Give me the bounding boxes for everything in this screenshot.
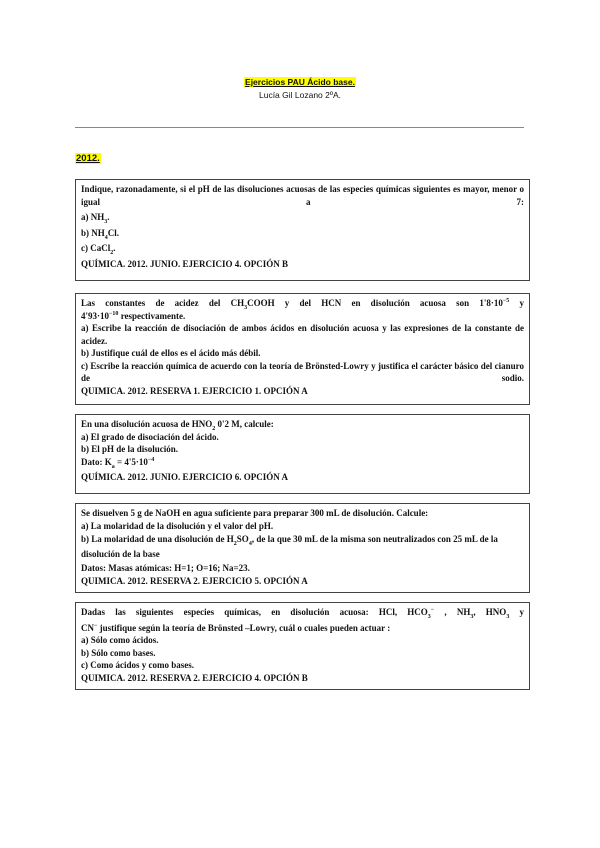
exercise-4-item-b: b) La molaridad de una disolución de $H_2SO_4$, de la que 30 mL de la misma son neutralizados con 25 mL de la disolución de la base (81, 534, 498, 559)
exercise-2-source: QUIMICA. 2012. RESERVA 1. EJERCICIO 1. OPCIÓN A (81, 385, 308, 396)
exercise-3-statement: En una disolución acuosa de $HNO_2$ 0'2 M, calcule: (81, 419, 274, 432)
exercise-2-item-a: a) Escribe la reacción de disociación de ambos ácidos en disolución acuosa y las expresiones de la constante de acidez. (81, 323, 524, 346)
exercise-5-item-b: b) Sólo como bases. (81, 647, 156, 658)
exercise-5-statement-line-1: Dadas las siguientes especies químicas, en disolución acuosa: HCl, $HCO_3^-$ , $NH_3$, $HNO_3$ y (81, 607, 525, 620)
exercise-2-item-b: b) Justifique cuál de ellos es el ácido más débil. (81, 348, 261, 358)
exercise-3-item-b: b) El pH de la disolución. (81, 444, 179, 454)
exercise-box-1 (75, 179, 530, 281)
exercise-5-source: QUIMICA. 2012. RESERVA 2. EJERCICIO 4. OPCIÓN B (81, 672, 308, 683)
exercise-2-item-c: c) Escribe la reacción química de acuerdo con la teoría de Brönsted-Lowry y justifica el carácter básico del cianuro de sodio. (81, 360, 524, 383)
exercise-4-data: Datos: Masas atómicas: H=1; O=16; Na=23. (81, 563, 250, 573)
exercise-3-source: QUÍMICA. 2012. JUNIO. EJERCICIO 6. OPCIÓN A (81, 472, 289, 482)
exercise-box-2 (75, 293, 530, 405)
exercise-1-source: QUÍMICA. 2012. JUNIO. EJERCICIO 4. OPCIÓN B (81, 258, 289, 269)
exercise-1-statement: Indique, razonadamente, si el pH de las disoluciones acuosas de las especies químicas siguientes es mayor, menor o igual a 7: (81, 184, 524, 207)
document-header (0, 76, 600, 102)
exercise-1-item-b: b) $NH_4Cl$. (81, 227, 120, 241)
document-author: Lucía Gil Lozano 2ºA. (258, 90, 342, 100)
exercise-4-item-a: a) La molaridad de la disolución y el valor del pH. (81, 520, 274, 531)
exercise-4-statement: Se disuelven 5 g de NaOH en agua suficiente para preparar 300 mL de disolución. Calcule: (81, 508, 429, 518)
exercise-box-3 (75, 414, 530, 494)
exercise-4-source: QUIMICA. 2012. RESERVA 2. EJERCICIO 5. OPCIÓN A (81, 575, 308, 586)
exercise-5-item-a: a) Sólo como ácidos. (81, 635, 159, 645)
exercise-2-statement-line-2: $4'93\cdot 10^{-10}$ respectivamente. (81, 310, 186, 321)
header-divider (75, 127, 524, 128)
exercise-box-4 (75, 503, 530, 593)
exercise-box-5 (75, 602, 530, 690)
exercise-1-item-c: c) CaCl$_2$. (81, 243, 116, 256)
exercise-2-statement-line-1: Las constantes de acidez del $CH_3COOH$ y del HCN en disolución acuosa son $1'8\cdot 10^{-5}$ y (81, 298, 525, 311)
exercise-5-statement-line-2: CN− justifique según la teoría de Brönsted –Lowry, cuál o cuales pueden actuar : (81, 622, 391, 633)
document-title: Ejercicios PAU Ácido base. (245, 77, 355, 87)
exercise-5-item-c: c) Como ácidos y como bases. (81, 660, 194, 670)
exercise-1-item-a: a) $NH_3$. (81, 212, 110, 225)
exercise-3-data: Dato: $K_a = 4'5\cdot 10^{-4}$ (81, 456, 155, 470)
section-year: 2012. (76, 153, 100, 164)
exercise-3-item-a: a) El grado de disociación del ácido. (81, 431, 219, 442)
